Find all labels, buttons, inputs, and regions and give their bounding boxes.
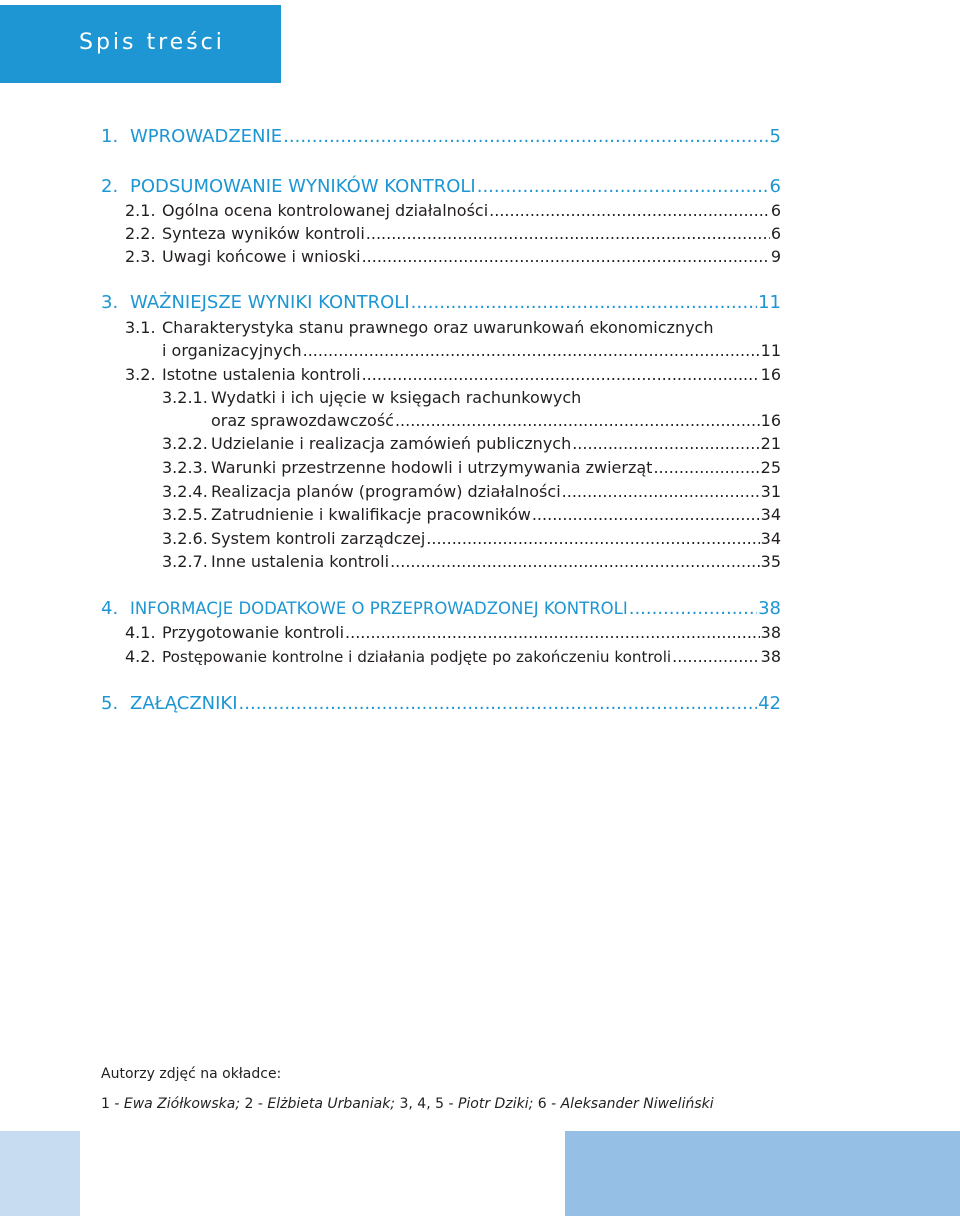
toc-leader [629, 597, 757, 621]
toc-entry[interactable] [162, 550, 781, 574]
toc-page: 35 [760, 552, 781, 571]
credit-number: 2 - [240, 1096, 268, 1112]
toc-entry-continuation[interactable] [211, 409, 781, 433]
toc-title: WAŻNIEJSZE WYNIKI KONTROLI [130, 292, 410, 313]
toc-leader [489, 199, 770, 223]
toc-title: System kontroli zarządczej [211, 529, 426, 548]
toc-page: 6 [770, 201, 781, 220]
credits-label: Autorzy zdjęć na okładce: [101, 1066, 282, 1082]
toc-number: 3.2.6. [162, 529, 208, 548]
toc-entry[interactable] [101, 175, 781, 199]
decorative-block-mid [565, 1131, 960, 1216]
toc-number: 3.2.7. [162, 552, 208, 571]
toc-page: 9 [770, 247, 781, 266]
toc-leader [672, 645, 760, 669]
toc-number: 3.1. [125, 318, 156, 337]
toc-page: 21 [760, 434, 781, 453]
toc-entry-continuation[interactable] [162, 339, 781, 363]
toc-entry[interactable] [162, 456, 781, 480]
toc-leader [345, 621, 760, 645]
toc-entry[interactable] [162, 503, 781, 527]
toc-leader [362, 245, 770, 269]
toc-title: Wydatki i ich ujęcie w księgach rachunkowych [211, 388, 582, 407]
toc-entry[interactable] [162, 386, 781, 410]
toc-number: 4.1. [125, 623, 156, 642]
toc-number: 3.2.4. [162, 482, 208, 501]
toc-leader [532, 503, 760, 527]
toc-title: Charakterystyka stanu prawnego oraz uwarunkowań ekonomicznych [162, 318, 714, 337]
toc-leader [303, 339, 760, 363]
toc-leader [366, 222, 770, 246]
toc-title: Przygotowanie kontroli [162, 623, 345, 642]
toc-page: 6 [769, 176, 781, 197]
toc-page: 38 [758, 598, 781, 619]
toc-page: 16 [760, 411, 781, 430]
toc-leader [477, 175, 769, 199]
toc-entry[interactable] [125, 316, 781, 340]
toc-number: 2.2. [125, 224, 156, 243]
toc-number: 2. [101, 176, 119, 197]
toc-leader [562, 480, 760, 504]
toc-entry[interactable] [162, 480, 781, 504]
toc-title: Warunki przestrzenne hodowli i utrzymywania zwierząt [211, 458, 653, 477]
toc-entry[interactable] [162, 432, 781, 456]
toc-entry[interactable] [125, 621, 781, 645]
toc-page: 25 [760, 458, 781, 477]
toc-title: Udzielanie i realizacja zamówień publicznych [211, 434, 572, 453]
credits-line [101, 1096, 714, 1112]
toc-leader [426, 527, 759, 551]
toc-number: 4. [101, 598, 119, 619]
toc-number: 1. [101, 126, 119, 147]
toc-leader [572, 432, 759, 456]
toc-page: 6 [770, 224, 781, 243]
toc-entry[interactable] [125, 645, 781, 669]
toc-title: Zatrudnienie i kwalifikacje pracowników [211, 505, 531, 524]
toc-leader [239, 692, 758, 716]
toc-leader [395, 409, 760, 433]
toc-entry[interactable] [125, 363, 781, 387]
toc-entry[interactable] [101, 692, 781, 716]
toc-number: 4.2. [125, 647, 156, 666]
toc-page: 5 [769, 126, 781, 147]
toc-title: WPROWADZENIE [130, 126, 283, 147]
toc-page: 11 [758, 292, 781, 313]
toc-entry[interactable] [101, 125, 781, 149]
toc-page: 31 [760, 482, 781, 501]
credit-author: Elżbieta Urbaniak; [267, 1096, 396, 1112]
toc-page: 38 [760, 647, 781, 666]
toc-title: Uwagi końcowe i wnioski [162, 247, 361, 266]
toc-title: Istotne ustalenia kontroli [162, 365, 361, 384]
toc-title: oraz sprawozdawczość [211, 411, 394, 430]
credit-number: 3, 4, 5 - [395, 1096, 458, 1112]
toc-title: Ogólna ocena kontrolowanej działalności [162, 201, 489, 220]
toc-title: INFORMACJE DODATKOWE O PRZEPROWADZONEJ KONTROLI [130, 599, 628, 618]
credit-number: 6 - [533, 1096, 561, 1112]
toc-title: Inne ustalenia kontroli [211, 552, 390, 571]
credit-number: 1 - [101, 1096, 124, 1112]
credit-author: Ewa Ziółkowska; [123, 1096, 241, 1112]
toc-title: PODSUMOWANIE WYNIKÓW KONTROLI [130, 176, 476, 197]
toc-title: Realizacja planów (programów) działalności [211, 482, 561, 501]
toc-page: 34 [760, 529, 781, 548]
toc-page: 34 [760, 505, 781, 524]
toc-leader [362, 363, 760, 387]
toc-number: 3. [101, 292, 119, 313]
toc-title: i organizacyjnych [162, 341, 302, 360]
credit-author: Piotr Dziki; [457, 1096, 534, 1112]
toc-number: 2.3. [125, 247, 156, 266]
toc-number: 2.1. [125, 201, 156, 220]
toc-number: 3.2.5. [162, 505, 208, 524]
toc-entry[interactable] [125, 222, 781, 246]
toc-number: 3.2.1. [162, 388, 208, 407]
toc-number: 3.2.2. [162, 434, 208, 453]
toc-page: 42 [758, 693, 781, 714]
toc-leader [283, 125, 768, 149]
toc-title: Postępowanie kontrolne i działania podjęte po zakończeniu kontroli [162, 648, 672, 666]
toc-page: 16 [760, 365, 781, 384]
credit-author: Aleksander Niweliński [560, 1096, 714, 1112]
toc-number: 3.2. [125, 365, 156, 384]
toc-entry[interactable] [125, 245, 781, 269]
toc-number: 3.2.3. [162, 458, 208, 477]
toc-entry[interactable] [101, 291, 781, 315]
toc-entry[interactable] [101, 597, 781, 621]
toc-entry[interactable] [162, 527, 781, 551]
cover-photo-credits [101, 1066, 714, 1112]
toc-page: 38 [760, 623, 781, 642]
toc-page: 11 [760, 341, 781, 360]
toc-leader [653, 456, 759, 480]
decorative-block-light [0, 1131, 80, 1216]
page-title: Spis treści [79, 30, 225, 55]
toc-number: 5. [101, 693, 119, 714]
toc-title: ZAŁĄCZNIKI [130, 693, 238, 714]
toc-leader [411, 291, 757, 315]
toc-entry[interactable] [125, 199, 781, 223]
toc-leader [390, 550, 760, 574]
toc-title: Synteza wyników kontroli [162, 224, 365, 243]
